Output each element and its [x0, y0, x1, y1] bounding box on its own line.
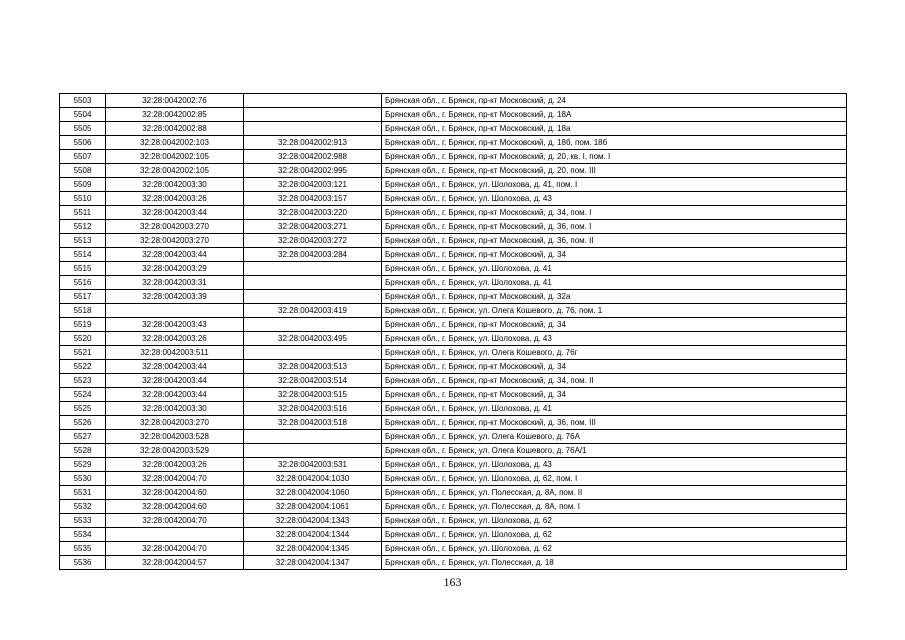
table-row [60, 122, 847, 136]
premises-cadastral-number-cell: 32:28:0042004:1344 [244, 528, 382, 542]
address-cell: Брянская обл., г. Брянск, ул. Шолохова, д. 62, пом. I [382, 472, 847, 486]
premises-cadastral-number-cell [244, 318, 382, 332]
premises-cadastral-number-cell [244, 122, 382, 136]
address-cell: Брянская обл., г. Брянск, ул. Полесская, д. 18 [382, 556, 847, 570]
cadastral-number-cell: 32:28:0042003:30 [106, 178, 244, 192]
table-row [60, 542, 847, 556]
cadastral-number-cell: 32:28:0042004:60 [106, 486, 244, 500]
cadastral-number-cell: 32:28:0042003:26 [106, 332, 244, 346]
premises-cadastral-number-cell: 32:28:0042003:516 [244, 402, 382, 416]
row-number-cell: 5518 [60, 304, 106, 318]
address-cell: Брянская обл., г. Брянск, ул. Шолохова, д. 41 [382, 276, 847, 290]
cadastral-number-cell: 32:28:0042003:44 [106, 248, 244, 262]
row-number-cell: 5534 [60, 528, 106, 542]
premises-cadastral-number-cell: 32:28:0042002:913 [244, 136, 382, 150]
address-cell: Брянская обл., г. Брянск, пр-кт Московский, д. 34 [382, 360, 847, 374]
premises-cadastral-number-cell: 32:28:0042003:515 [244, 388, 382, 402]
table-row [60, 402, 847, 416]
cadastral-number-cell: 32:28:0042002:105 [106, 164, 244, 178]
premises-cadastral-number-cell [244, 108, 382, 122]
table-row [60, 290, 847, 304]
row-number-cell: 5523 [60, 374, 106, 388]
address-cell: Брянская обл., г. Брянск, ул. Шолохова, д. 41 [382, 402, 847, 416]
address-cell: Брянская обл., г. Брянск, ул. Шолохова, д. 43 [382, 332, 847, 346]
table-row [60, 360, 847, 374]
address-cell: Брянская обл., г. Брянск, пр-кт Московский, д. 36, пом. I [382, 220, 847, 234]
table-row [60, 136, 847, 150]
premises-cadastral-number-cell: 32:28:0042003:419 [244, 304, 382, 318]
row-number-cell: 5520 [60, 332, 106, 346]
table-row [60, 206, 847, 220]
premises-cadastral-number-cell: 32:28:0042004:1060 [244, 486, 382, 500]
premises-cadastral-number-cell: 32:28:0042003:220 [244, 206, 382, 220]
premises-cadastral-number-cell [244, 262, 382, 276]
row-number-cell: 5519 [60, 318, 106, 332]
cadastral-number-cell: 32:28:0042002:85 [106, 108, 244, 122]
row-number-cell: 5521 [60, 346, 106, 360]
table-row [60, 164, 847, 178]
table-row [60, 94, 847, 108]
table-row [60, 416, 847, 430]
table-row [60, 234, 847, 248]
address-cell: Брянская обл., г. Брянск, пр-кт Московский, д. 34 [382, 248, 847, 262]
cadastral-number-cell: 32:28:0042003:529 [106, 444, 244, 458]
table-row [60, 472, 847, 486]
premises-cadastral-number-cell: 32:28:0042004:1030 [244, 472, 382, 486]
address-cell: Брянская обл., г. Брянск, пр-кт Московский, д. 32а [382, 290, 847, 304]
row-number-cell: 5513 [60, 234, 106, 248]
address-cell: Брянская обл., г. Брянск, пр-кт Московский, д. 18а [382, 122, 847, 136]
cadastral-number-cell: 32:28:0042004:70 [106, 472, 244, 486]
row-number-cell: 5516 [60, 276, 106, 290]
premises-cadastral-number-cell: 32:28:0042002:988 [244, 150, 382, 164]
cadastral-number-cell: 32:28:0042003:44 [106, 360, 244, 374]
table-row [60, 192, 847, 206]
table-row [60, 276, 847, 290]
row-number-cell: 5531 [60, 486, 106, 500]
premises-cadastral-number-cell: 32:28:0042002:995 [244, 164, 382, 178]
address-cell: Брянская обл., г. Брянск, ул. Олега Кошевого, д. 76, пом. 1 [382, 304, 847, 318]
address-cell: Брянская обл., г. Брянск, пр-кт Московский, д. 34 [382, 318, 847, 332]
address-cell: Брянская обл., г. Брянск, пр-кт Московский, д. 20, кв. I, пом. I [382, 150, 847, 164]
property-registry-table [59, 93, 847, 570]
premises-cadastral-number-cell [244, 290, 382, 304]
table-row [60, 304, 847, 318]
premises-cadastral-number-cell: 32:28:0042003:284 [244, 248, 382, 262]
cadastral-number-cell [106, 304, 244, 318]
cadastral-number-cell: 32:28:0042003:44 [106, 374, 244, 388]
table-row [60, 332, 847, 346]
row-number-cell: 5525 [60, 402, 106, 416]
address-cell: Брянская обл., г. Брянск, пр-кт Московский, д. 24 [382, 94, 847, 108]
address-cell: Брянская обл., г. Брянск, ул. Олега Кошевого, д. 76А/1 [382, 444, 847, 458]
cadastral-number-cell: 32:28:0042003:26 [106, 458, 244, 472]
address-cell: Брянская обл., г. Брянск, ул. Олега Кошевого, д. 76А [382, 430, 847, 444]
row-number-cell: 5533 [60, 514, 106, 528]
row-number-cell: 5527 [60, 430, 106, 444]
premises-cadastral-number-cell: 32:28:0042004:1061 [244, 500, 382, 514]
address-cell: Брянская обл., г. Брянск, пр-кт Московский, д. 36, пом. III [382, 416, 847, 430]
premises-cadastral-number-cell: 32:28:0042003:518 [244, 416, 382, 430]
premises-cadastral-number-cell [244, 430, 382, 444]
cadastral-number-cell: 32:28:0042002:103 [106, 136, 244, 150]
premises-cadastral-number-cell: 32:28:0042004:1345 [244, 542, 382, 556]
premises-cadastral-number-cell: 32:28:0042003:272 [244, 234, 382, 248]
table-row [60, 220, 847, 234]
cadastral-number-cell: 32:28:0042004:60 [106, 500, 244, 514]
row-number-cell: 5528 [60, 444, 106, 458]
cadastral-number-cell: 32:28:0042003:270 [106, 416, 244, 430]
table-row [60, 108, 847, 122]
address-cell: Брянская обл., г. Брянск, ул. Шолохова, д. 43 [382, 458, 847, 472]
premises-cadastral-number-cell [244, 444, 382, 458]
address-cell: Брянская обл., г. Брянск, ул. Шолохова, д. 41 [382, 262, 847, 276]
cadastral-number-cell: 32:28:0042003:31 [106, 276, 244, 290]
row-number-cell: 5529 [60, 458, 106, 472]
row-number-cell: 5515 [60, 262, 106, 276]
row-number-cell: 5503 [60, 94, 106, 108]
address-cell: Брянская обл., г. Брянск, ул. Шолохова, д. 62 [382, 528, 847, 542]
cadastral-number-cell: 32:28:0042003:39 [106, 290, 244, 304]
premises-cadastral-number-cell: 32:28:0042003:271 [244, 220, 382, 234]
table-row [60, 178, 847, 192]
premises-cadastral-number-cell: 32:28:0042004:1343 [244, 514, 382, 528]
cadastral-number-cell [106, 528, 244, 542]
address-cell: Брянская обл., г. Брянск, пр-кт Московский, д. 20, пом. III [382, 164, 847, 178]
table-row [60, 318, 847, 332]
table-row [60, 556, 847, 570]
row-number-cell: 5511 [60, 206, 106, 220]
address-cell: Брянская обл., г. Брянск, пр-кт Московский, д. 18б, пом. 18б [382, 136, 847, 150]
row-number-cell: 5530 [60, 472, 106, 486]
row-number-cell: 5532 [60, 500, 106, 514]
row-number-cell: 5526 [60, 416, 106, 430]
registry-table-body [60, 94, 847, 570]
row-number-cell: 5506 [60, 136, 106, 150]
row-number-cell: 5507 [60, 150, 106, 164]
table-row [60, 430, 847, 444]
address-cell: Брянская обл., г. Брянск, ул. Шолохова, д. 41, пом. I [382, 178, 847, 192]
row-number-cell: 5517 [60, 290, 106, 304]
document-page [59, 93, 846, 570]
table-row [60, 486, 847, 500]
row-number-cell: 5522 [60, 360, 106, 374]
cadastral-number-cell: 32:28:0042003:44 [106, 388, 244, 402]
cadastral-number-cell: 32:28:0042002:88 [106, 122, 244, 136]
cadastral-number-cell: 32:28:0042004:70 [106, 542, 244, 556]
premises-cadastral-number-cell [244, 276, 382, 290]
row-number-cell: 5524 [60, 388, 106, 402]
row-number-cell: 5509 [60, 178, 106, 192]
address-cell: Брянская обл., г. Брянск, пр-кт Московский, д. 18А [382, 108, 847, 122]
table-row [60, 150, 847, 164]
row-number-cell: 5508 [60, 164, 106, 178]
table-row [60, 514, 847, 528]
premises-cadastral-number-cell: 32:28:0042003:157 [244, 192, 382, 206]
page-number: 163 [443, 575, 462, 589]
premises-cadastral-number-cell: 32:28:0042003:121 [244, 178, 382, 192]
table-row [60, 346, 847, 360]
cadastral-number-cell: 32:28:0042003:29 [106, 262, 244, 276]
premises-cadastral-number-cell: 32:28:0042003:513 [244, 360, 382, 374]
cadastral-number-cell: 32:28:0042003:528 [106, 430, 244, 444]
row-number-cell: 5512 [60, 220, 106, 234]
address-cell: Брянская обл., г. Брянск, пр-кт Московский, д. 36, пом. II [382, 234, 847, 248]
address-cell: Брянская обл., г. Брянск, ул. Шолохова, д. 62 [382, 542, 847, 556]
cadastral-number-cell: 32:28:0042003:44 [106, 206, 244, 220]
table-row [60, 458, 847, 472]
table-row [60, 374, 847, 388]
cadastral-number-cell: 32:28:0042003:270 [106, 234, 244, 248]
cadastral-number-cell: 32:28:0042003:30 [106, 402, 244, 416]
row-number-cell: 5510 [60, 192, 106, 206]
premises-cadastral-number-cell: 32:28:0042003:531 [244, 458, 382, 472]
cadastral-number-cell: 32:28:0042003:270 [106, 220, 244, 234]
premises-cadastral-number-cell: 32:28:0042004:1347 [244, 556, 382, 570]
address-cell: Брянская обл., г. Брянск, ул. Шолохова, д. 62 [382, 514, 847, 528]
row-number-cell: 5536 [60, 556, 106, 570]
premises-cadastral-number-cell: 32:28:0042003:495 [244, 332, 382, 346]
premises-cadastral-number-cell [244, 94, 382, 108]
table-row [60, 444, 847, 458]
cadastral-number-cell: 32:28:0042003:511 [106, 346, 244, 360]
premises-cadastral-number-cell [244, 346, 382, 360]
premises-cadastral-number-cell: 32:28:0042003:514 [244, 374, 382, 388]
address-cell: Брянская обл., г. Брянск, ул. Полесская, д. 8А, пом. II [382, 486, 847, 500]
table-row [60, 248, 847, 262]
address-cell: Брянская обл., г. Брянск, пр-кт Московский, д. 34, пом. II [382, 374, 847, 388]
cadastral-number-cell: 32:28:0042002:76 [106, 94, 244, 108]
table-row [60, 500, 847, 514]
cadastral-number-cell: 32:28:0042004:70 [106, 514, 244, 528]
address-cell: Брянская обл., г. Брянск, пр-кт Московский, д. 34, пом. I [382, 206, 847, 220]
table-row [60, 388, 847, 402]
row-number-cell: 5504 [60, 108, 106, 122]
table-row [60, 262, 847, 276]
cadastral-number-cell: 32:28:0042002:105 [106, 150, 244, 164]
row-number-cell: 5505 [60, 122, 106, 136]
cadastral-number-cell: 32:28:0042003:26 [106, 192, 244, 206]
cadastral-number-cell: 32:28:0042003:43 [106, 318, 244, 332]
address-cell: Брянская обл., г. Брянск, ул. Шолохова, д. 43 [382, 192, 847, 206]
address-cell: Брянская обл., г. Брянск, ул. Олега Кошевого, д. 76г [382, 346, 847, 360]
cadastral-number-cell: 32:28:0042004:57 [106, 556, 244, 570]
address-cell: Брянская обл., г. Брянск, ул. Полесская, д. 8А, пом. I [382, 500, 847, 514]
table-row [60, 528, 847, 542]
row-number-cell: 5514 [60, 248, 106, 262]
row-number-cell: 5535 [60, 542, 106, 556]
address-cell: Брянская обл., г. Брянск, пр-кт Московский, д. 34 [382, 388, 847, 402]
